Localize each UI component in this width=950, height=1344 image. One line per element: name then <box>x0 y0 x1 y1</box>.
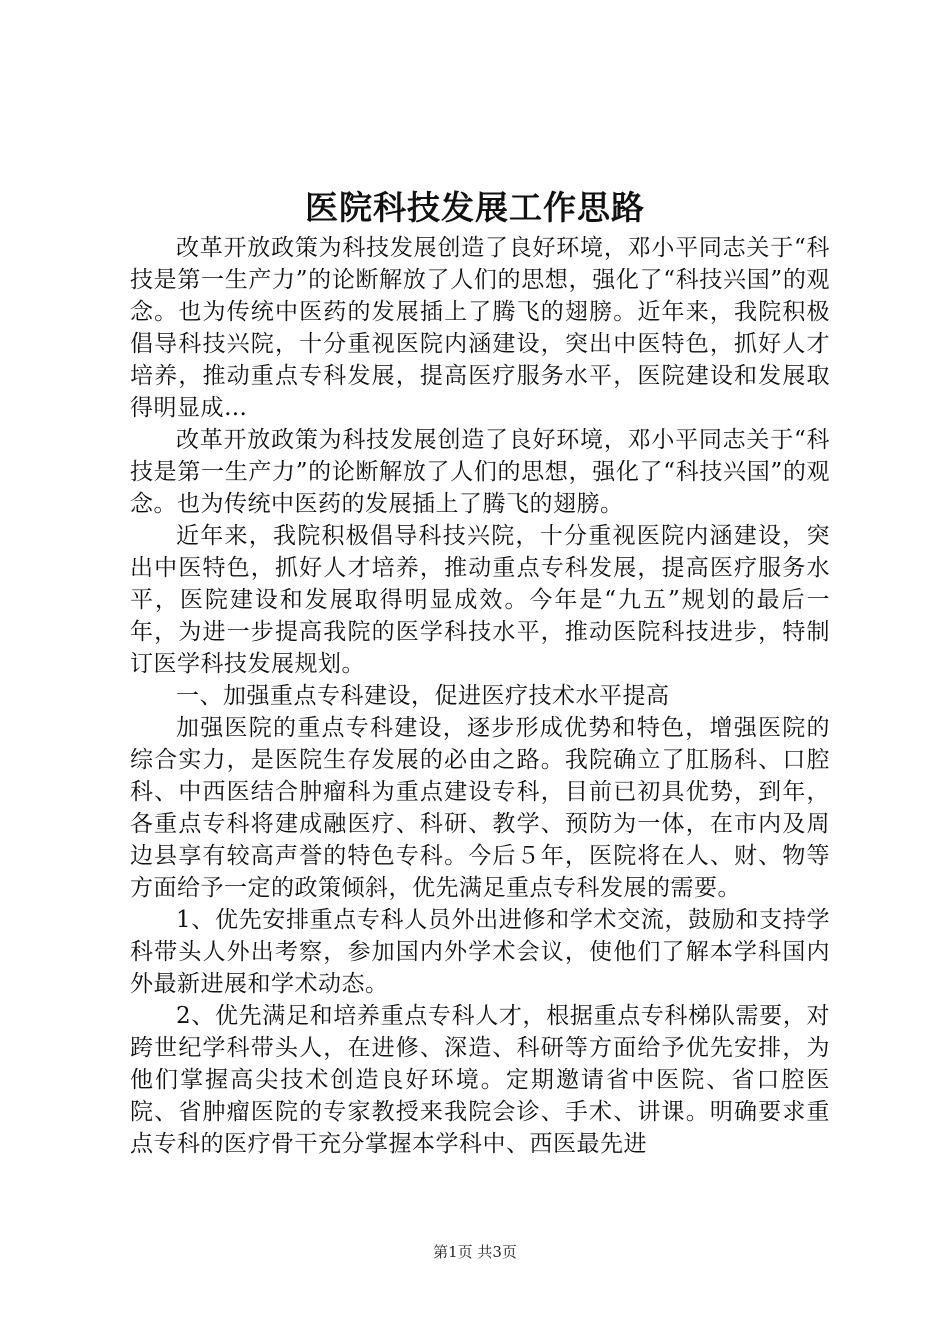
paragraph-3: 近年来，我院积极倡导科技兴院，十分重视医院内涵建设，突出中医特色，抓好人才培养，推动重点专科发展，提高医疗服务水平，医院建设和发展取得明显成效。今年是“九五”规划的最后一年，为进一步提高我院的医学科技水平，推动医院科技进步，特制订医学科技发展规划。 <box>130 523 830 677</box>
document-title: 医院科技发展工作思路 <box>305 188 645 227</box>
list-item-1: 1、优先安排重点专科人员外出进修和学术交流，鼓励和支持学科带头人外出考察，参加国内外学术会议，使他们了解本学科国内外最新进展和学术动态。 <box>130 907 830 997</box>
section-heading-1: 一、加强重点专科建设，促进医疗技术水平提高 <box>176 683 670 709</box>
paragraph-4: 加强医院的重点专科建设，逐步形成优势和特色，增强医院的综合实力，是医院生存发展的必由之路。我院确立了肛肠科、口腔科、中西医结合肿瘤科为重点建设专科，目前已初具优势，到年，各重点专科将建成融医疗、科研、教学、预防为一体，在市内及周边县享有较高声誉的特色专科。今后５年，医院将在人、财、物等方面给予一定的政策倾斜，优先满足重点专科发展的需要。 <box>130 715 830 901</box>
list-item-2: 2、优先满足和培养重点专科人才，根据重点专科梯队需要，对跨世纪学科带头人，在进修、深造、科研等方面给予优先安排，为他们掌握高尖技术创造良好环境。定期邀请省中医院、省口腔医院、省肿瘤医院的专家教授来我院会诊、手术、讲课。明确要求重点专科的医疗骨干充分掌握本学科中、西医最先进 <box>130 1003 830 1157</box>
paragraph-2: 改革开放政策为科技发展创造了良好环境，邓小平同志关于“科技是第一生产力”的论断解放了人们的思想，强化了“科技兴国”的观念。也为传统中医药的发展插上了腾飞的翅膀。 <box>130 427 830 517</box>
document-body <box>130 232 830 1160</box>
paragraph-1: 改革开放政策为科技发展创造了良好环境，邓小平同志关于“科技是第一生产力”的论断解放了人们的思想，强化了“科技兴国”的观念。也为传统中医药的发展插上了腾飞的翅膀。近年来，我院积极倡导科技兴院，十分重视医院内涵建设，突出中医特色，抓好人才培养，推动重点专科发展，提高医疗服务水平，医院建设和发展取得明显成… <box>130 235 830 421</box>
page-footer: 第1页 共3页 <box>433 1243 517 1261</box>
